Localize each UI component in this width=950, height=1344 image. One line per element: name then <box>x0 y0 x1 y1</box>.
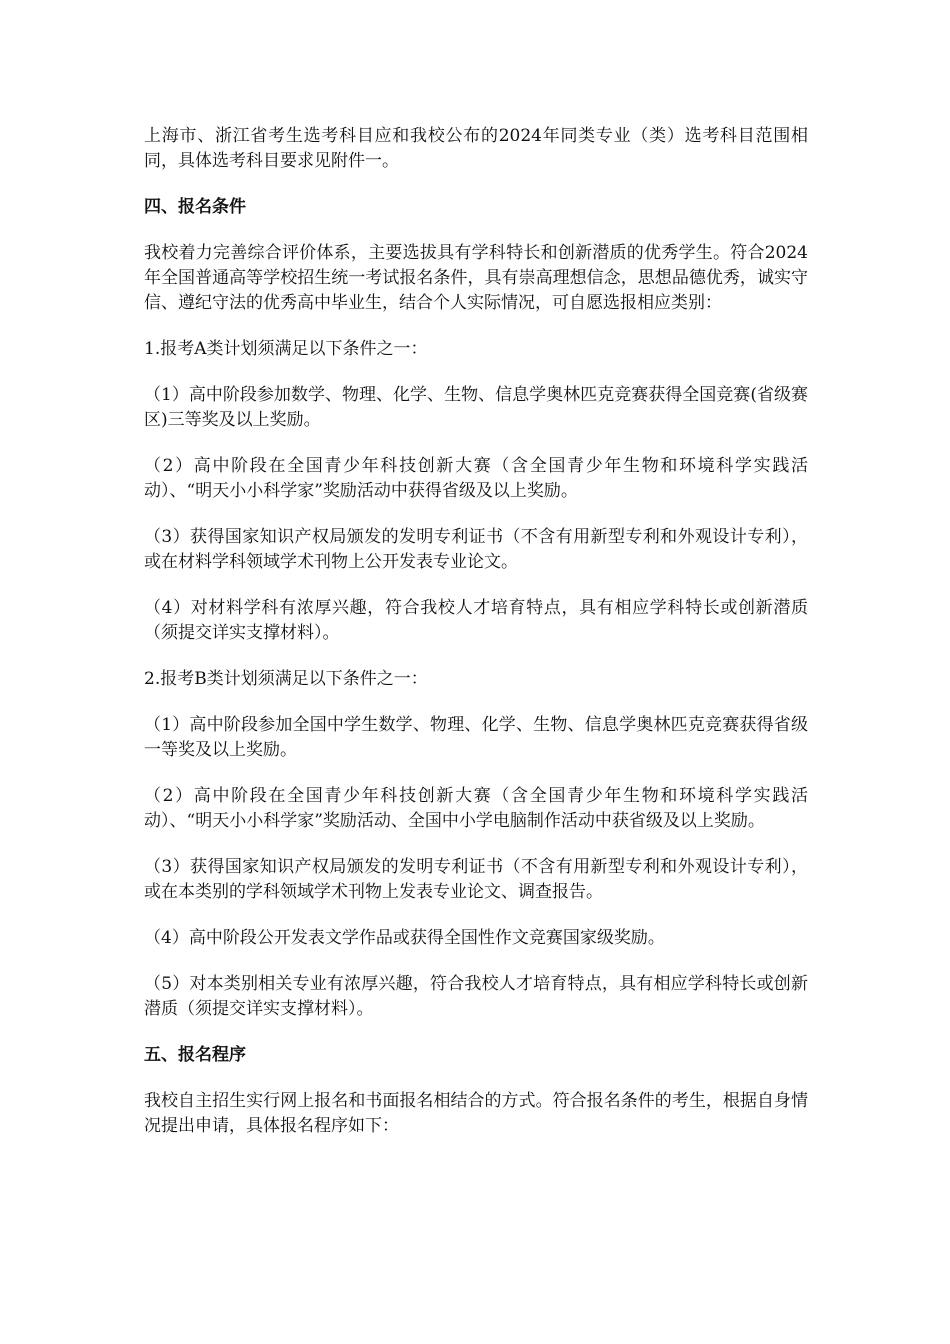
paragraph-category-b-item-1: （1）高中阶段参加全国中学生数学、物理、化学、生物、信息学奥林匹克竞赛获得省级一等奖及以上奖励。 <box>144 715 808 760</box>
paragraph-category-a-item-2: （2）高中阶段在全国青少年科技创新大赛（含全国青少年生物和环境科学实践活动）、“明天小小科学家”奖励活动中获得省级及以上奖励。 <box>144 456 808 501</box>
paragraph-category-b-title: 2.报考B类计划须满足以下条件之一： <box>144 669 428 689</box>
paragraph-category-b-item-4: （4）高中阶段公开发表文学作品或获得全国性作文竞赛国家级奖励。 <box>144 928 665 948</box>
paragraph-procedure-intro: 我校自主招生实行网上报名和书面报名相结合的方式。符合报名条件的考生，根据自身情况提出申请，具体报名程序如下： <box>144 1091 808 1136</box>
document-page <box>144 124 808 1160</box>
paragraph-category-a-item-4: （4）对材料学科有浓厚兴趣，符合我校人才培育特点，具有相应学科特长或创新潜质（须提交详实支撑材料）。 <box>144 598 808 643</box>
paragraph-category-b-item-2: （2）高中阶段在全国青少年科技创新大赛（含全国青少年生物和环境科学实践活动）、“明天小小科学家”奖励活动、全国中小学电脑制作活动中获省级及以上奖励。 <box>144 786 808 831</box>
section-heading-eligibility: 四、报名条件 <box>144 197 246 217</box>
paragraph-category-b-item-5: （5）对本类别相关专业有浓厚兴趣，符合我校人才培育特点，具有相应学科特长或创新潜质（须提交详实支撑材料）。 <box>144 974 808 1019</box>
paragraph-category-b-item-3: （3）获得国家知识产权局颁发的发明专利证书（不含有用新型专利和外观设计专利），或在本类别的学科领域学术刊物上发表专业论文、调查报告。 <box>144 857 808 902</box>
paragraph-category-a-title: 1.报考A类计划须满足以下条件之一： <box>144 339 428 359</box>
paragraph-category-a-item-3: （3）获得国家知识产权局颁发的发明专利证书（不含有用新型专利和外观设计专利），或在材料学科领域学术刊物上公开发表专业论文。 <box>144 527 808 572</box>
paragraph-eligibility-intro: 我校着力完善综合评价体系，主要选拔具有学科特长和创新潜质的优秀学生。符合2024年全国普通高等学校招生统一考试报名条件，具有崇高理想信念，思想品德优秀，诚实守信、遵纪守法的优秀高中毕业生，结合个人实际情况，可自愿选报相应类别： <box>144 243 808 313</box>
paragraph-category-a-item-1: （1）高中阶段参加数学、物理、化学、生物、信息学奥林匹克竞赛获得全国竞赛(省级赛区)三等奖及以上奖励。 <box>144 385 808 430</box>
section-heading-procedure: 五、报名程序 <box>144 1045 246 1065</box>
paragraph-subject-requirements: 上海市、浙江省考生选考科目应和我校公布的2024年同类专业（类）选考科目范围相同，具体选考科目要求见附件一。 <box>144 126 808 171</box>
